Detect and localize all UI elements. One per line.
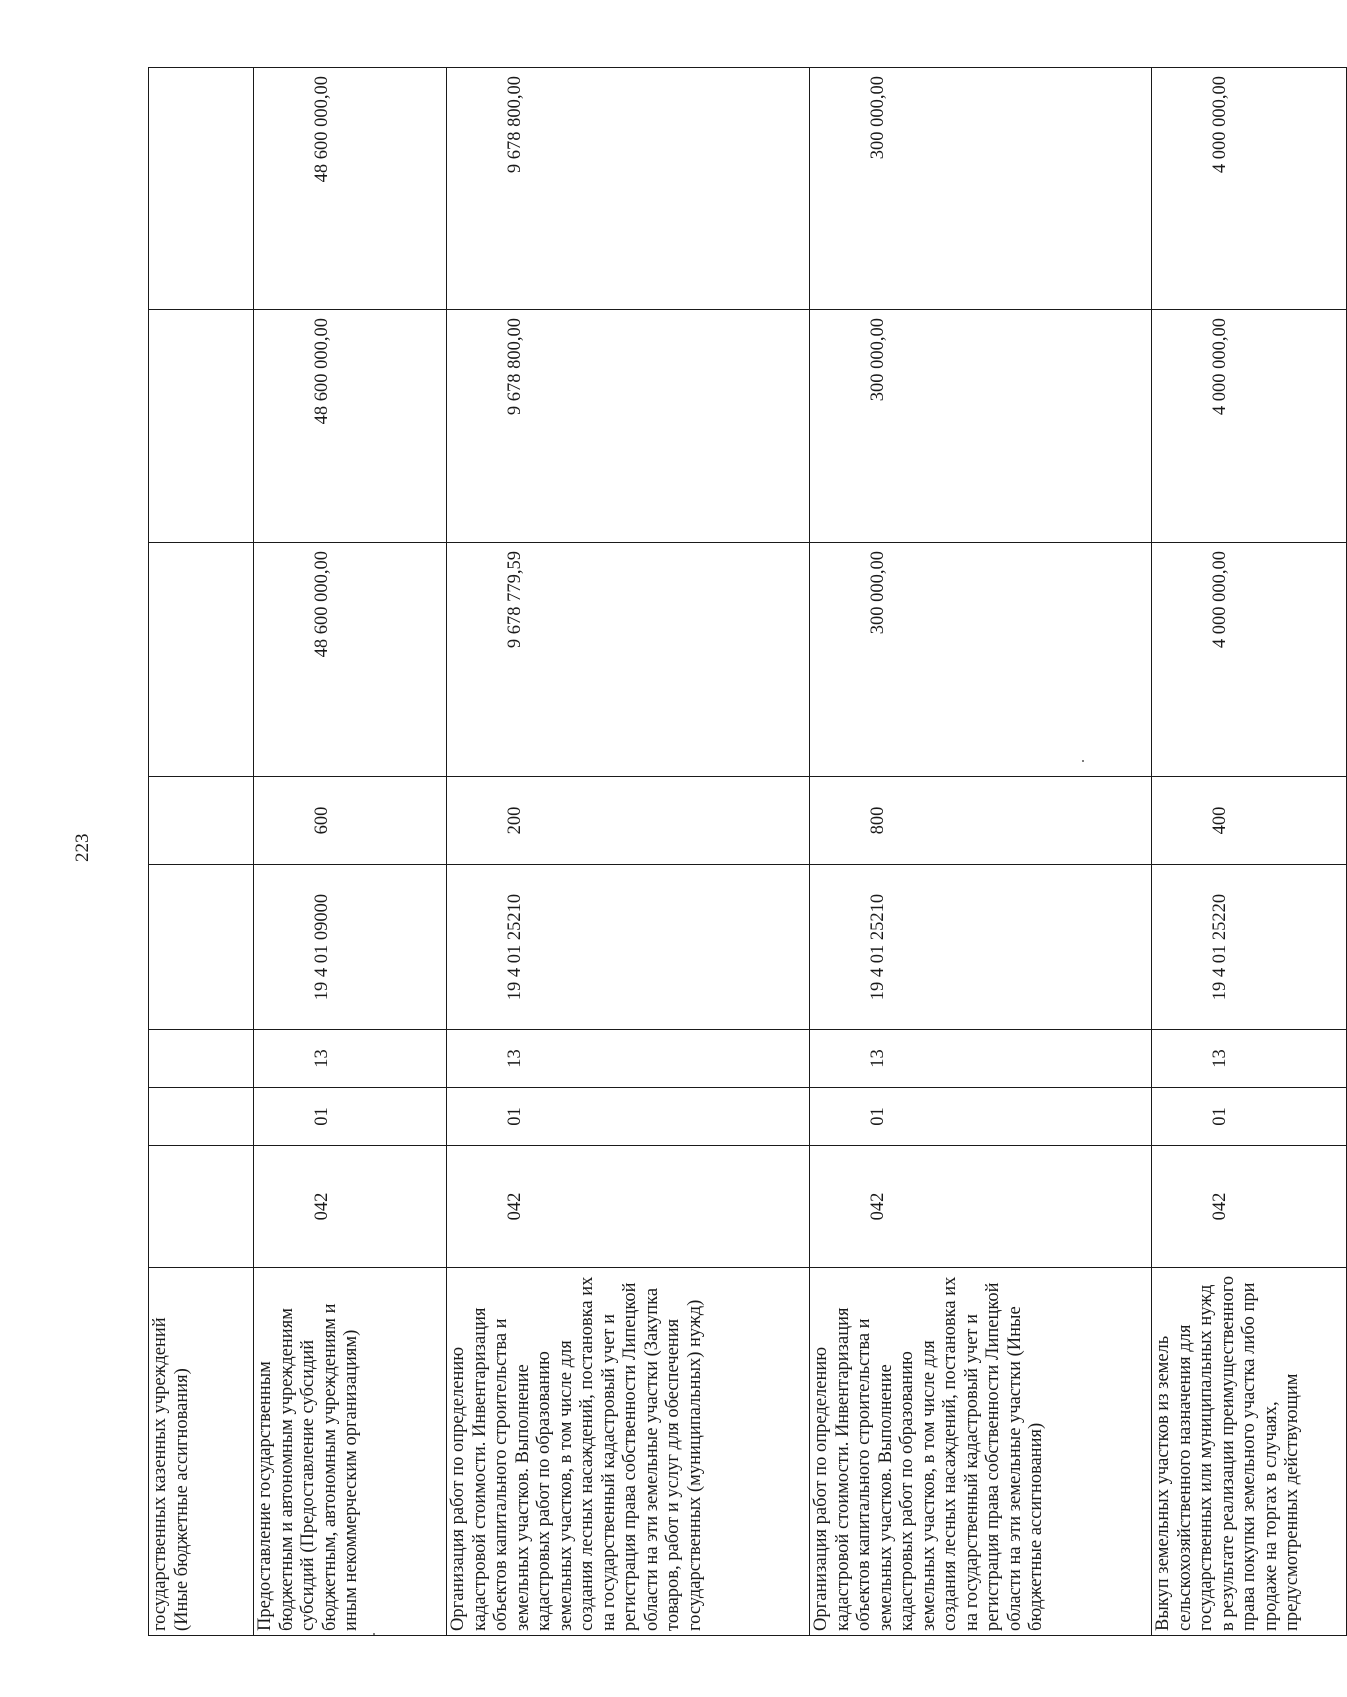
subsection-cell: 13 bbox=[1152, 1030, 1347, 1088]
subsection-cell: 13 bbox=[254, 1030, 447, 1088]
section-cell: 01 bbox=[447, 1088, 810, 1146]
row-name-cell: Организация работ по определению кадастровой стоимости. Инвентаризация объектов капитального строительства и земельных участков. Выполнение кадастровых работ по образованию земельных участков, в том числе для создания лесных насаждений, постановка их на государственный кадастровый учет и регистрация права собственности Липецкой области на эти земельные участки (Иные бюджетные ассигнования) bbox=[810, 1268, 1152, 1636]
section-cell bbox=[149, 1088, 254, 1146]
subsection-cell: 13 bbox=[447, 1030, 810, 1088]
amount-cell-1: 48 600 000,00 bbox=[254, 543, 447, 777]
table-row bbox=[149, 68, 254, 1636]
amount-cell-2: 300 000,00 bbox=[810, 310, 1152, 543]
target-article-cell: 19 4 01 25220 bbox=[1152, 865, 1347, 1030]
amount-cell-3: 9 678 800,00 bbox=[447, 68, 810, 310]
page-number bbox=[72, 834, 94, 863]
expense-type-cell: 400 bbox=[1152, 777, 1347, 865]
table-row bbox=[810, 68, 1152, 1636]
budget-table bbox=[148, 67, 1347, 1636]
row-name-cell: Предоставление государственным бюджетным и автономным учреждениям субсидий (Предоставление субсидий бюджетным, автономным учреждениям и иным некоммерческим организациям) bbox=[254, 1268, 447, 1636]
admin-code-cell: 042 bbox=[447, 1146, 810, 1268]
target-article-cell: 19 4 01 25210 bbox=[447, 865, 810, 1030]
expense-type-cell: 800 bbox=[810, 777, 1152, 865]
amount-cell-2: 9 678 800,00 bbox=[447, 310, 810, 543]
amount-cell-1 bbox=[149, 543, 254, 777]
row-name-cell: Организация работ по определению кадастровой стоимости. Инвентаризация объектов капитального строительства и земельных участков. Выполнение кадастровых работ по образованию земельных участков, в том числе для создания лесных насаждений, постановка их на государственный кадастровый учет и регистрация права собственности Липецкой области на эти земельные участки (Закупка товаров, работ и услуг для обеспечения государственных (муниципальных) нужд) bbox=[447, 1268, 810, 1636]
section-cell: 01 bbox=[810, 1088, 1152, 1146]
scan-speck bbox=[1082, 760, 1084, 762]
target-article-cell: 19 4 01 25210 bbox=[810, 865, 1152, 1030]
amount-cell-2: 48 600 000,00 bbox=[254, 310, 447, 543]
amount-cell-1: 9 678 779,59 bbox=[447, 543, 810, 777]
section-cell: 01 bbox=[254, 1088, 447, 1146]
amount-cell-3: 4 000 000,00 bbox=[1152, 68, 1347, 310]
expense-type-cell bbox=[149, 777, 254, 865]
amount-cell-1: 300 000,00 bbox=[810, 543, 1152, 777]
admin-code-cell: 042 bbox=[254, 1146, 447, 1268]
amount-cell-3: 300 000,00 bbox=[810, 68, 1152, 310]
table-row bbox=[447, 68, 810, 1636]
amount-cell-2 bbox=[149, 310, 254, 543]
amount-cell-1: 4 000 000,00 bbox=[1152, 543, 1347, 777]
admin-code-cell bbox=[149, 1146, 254, 1268]
amount-cell-2: 4 000 000,00 bbox=[1152, 310, 1347, 543]
admin-code-cell: 042 bbox=[810, 1146, 1152, 1268]
target-article-cell bbox=[149, 865, 254, 1030]
expense-type-cell: 200 bbox=[447, 777, 810, 865]
expense-type-cell: 600 bbox=[254, 777, 447, 865]
table-row bbox=[254, 68, 447, 1636]
subsection-cell: 13 bbox=[810, 1030, 1152, 1088]
table-row bbox=[1152, 68, 1347, 1636]
row-name-cell: государственных казенных учреждений (Иные бюджетные ассигнования) bbox=[149, 1268, 254, 1636]
page-number-text: 223 bbox=[72, 833, 93, 862]
amount-cell-3 bbox=[149, 68, 254, 310]
scan-speck bbox=[373, 1633, 375, 1635]
target-article-cell: 19 4 01 09000 bbox=[254, 865, 447, 1030]
row-name-cell: Выкуп земельных участков из земель сельскохозяйственного назначения для государственных или муниципальных нужд в результате реализации преимущественного права покупки земельного участка либо при продаже на торгах в случаях, предусмотренных действующим bbox=[1152, 1268, 1347, 1636]
budget-table-container bbox=[148, 68, 1302, 1636]
subsection-cell bbox=[149, 1030, 254, 1088]
amount-cell-3: 48 600 000,00 bbox=[254, 68, 447, 310]
admin-code-cell: 042 bbox=[1152, 1146, 1347, 1268]
section-cell: 01 bbox=[1152, 1088, 1347, 1146]
